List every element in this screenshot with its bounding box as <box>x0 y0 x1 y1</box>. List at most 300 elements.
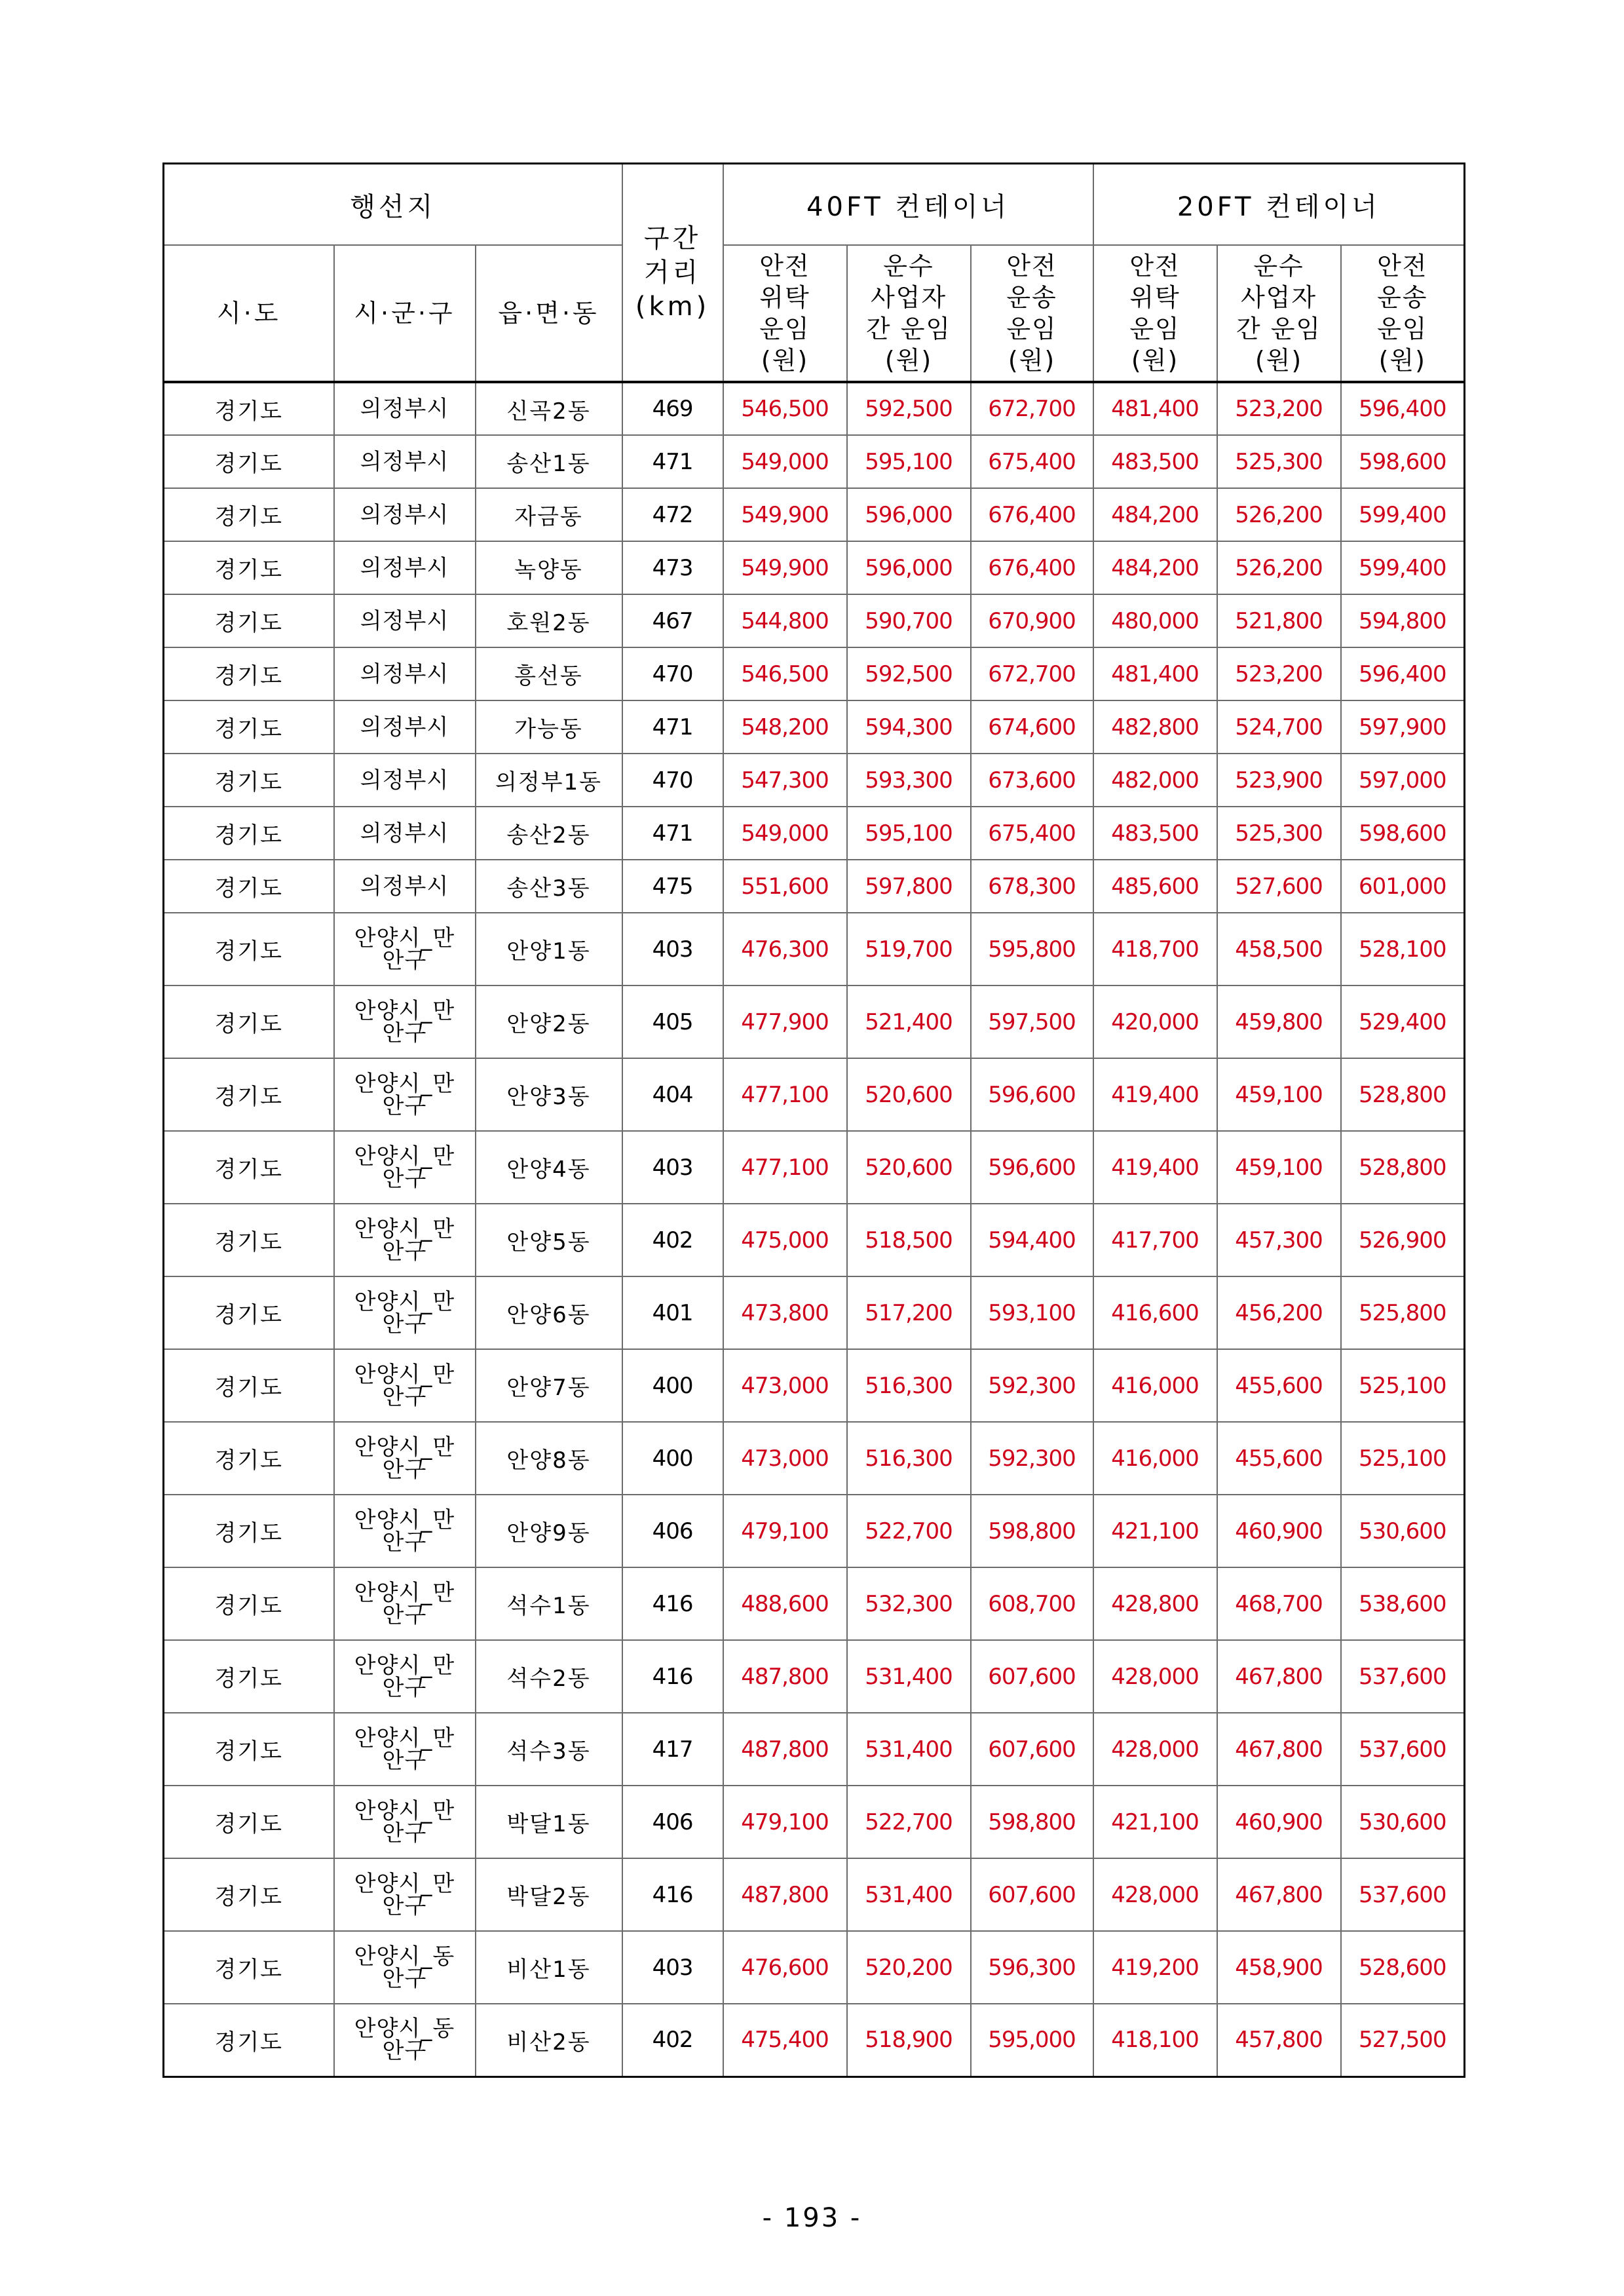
cell-40ft-safe-consign: 549,900 <box>723 488 847 541</box>
cell-20ft-between-carriers: 458,500 <box>1217 913 1341 985</box>
cell-40ft-safe-transport: 594,400 <box>971 1204 1093 1276</box>
header-20ft-safe-consign: 안전 위탁 운임 (원) <box>1093 245 1217 382</box>
cell-20ft-between-carriers: 460,900 <box>1217 1786 1341 1858</box>
city-name-line: 안구 <box>382 1747 427 1774</box>
cell-40ft-between-carriers: 522,700 <box>847 1495 971 1567</box>
cell-province: 경기도 <box>164 1349 334 1422</box>
cell-40ft-safe-consign: 551,600 <box>723 860 847 913</box>
city-name-line: 안양시_만 <box>354 1652 455 1679</box>
cell-40ft-between-carriers: 516,300 <box>847 1422 971 1495</box>
city-name-line: 안양시_만 <box>354 1725 455 1751</box>
city-name-line: 안구 <box>382 1311 427 1337</box>
cell-20ft-safe-transport: 528,600 <box>1341 1931 1465 2004</box>
city-name-line: 안양시_만 <box>354 1506 455 1533</box>
cell-town: 안양9동 <box>476 1495 622 1567</box>
cell-20ft-safe-transport: 598,600 <box>1341 807 1465 860</box>
cell-40ft-safe-transport: 596,600 <box>971 1058 1093 1131</box>
city-name-line: 의정부시 <box>360 396 449 422</box>
cell-province: 경기도 <box>164 1931 334 2004</box>
cell-distance-km: 471 <box>622 807 723 860</box>
cell-distance-km: 400 <box>622 1349 723 1422</box>
cell-distance-km: 403 <box>622 913 723 985</box>
cell-40ft-safe-transport: 675,400 <box>971 807 1093 860</box>
cell-city <box>334 1204 476 1276</box>
cell-province: 경기도 <box>164 1204 334 1276</box>
table-row <box>164 1640 1465 1713</box>
cell-40ft-between-carriers: 531,400 <box>847 1713 971 1786</box>
table-row <box>164 1204 1465 1276</box>
cell-20ft-safe-transport: 537,600 <box>1341 1858 1465 1931</box>
cell-town: 송산2동 <box>476 807 622 860</box>
city-name-line: 안구 <box>382 1165 427 1192</box>
cell-20ft-safe-consign: 484,200 <box>1093 488 1217 541</box>
cell-province: 경기도 <box>164 700 334 754</box>
cell-40ft-between-carriers: 531,400 <box>847 1640 971 1713</box>
cell-town: 가능동 <box>476 700 622 754</box>
cell-20ft-between-carriers: 467,800 <box>1217 1858 1341 1931</box>
cell-20ft-safe-consign: 428,000 <box>1093 1640 1217 1713</box>
cell-20ft-safe-consign: 480,000 <box>1093 594 1217 647</box>
cell-40ft-safe-consign: 548,200 <box>723 700 847 754</box>
table-row <box>164 1931 1465 2004</box>
table-row <box>164 700 1465 754</box>
city-name-line: 의정부시 <box>360 714 449 740</box>
cell-20ft-safe-transport: 537,600 <box>1341 1713 1465 1786</box>
cell-city <box>334 1495 476 1567</box>
cell-city <box>334 594 476 647</box>
city-name-line: 안양시_만 <box>354 1215 455 1242</box>
cell-40ft-safe-transport: 675,400 <box>971 435 1093 488</box>
cell-40ft-between-carriers: 596,000 <box>847 541 971 594</box>
cell-20ft-between-carriers: 455,600 <box>1217 1422 1341 1495</box>
city-name-line: 의정부시 <box>360 448 449 475</box>
cell-20ft-safe-consign: 420,000 <box>1093 985 1217 1058</box>
cell-20ft-safe-transport: 528,800 <box>1341 1131 1465 1204</box>
cell-20ft-safe-transport: 530,600 <box>1341 1786 1465 1858</box>
cell-distance-km: 401 <box>622 1276 723 1349</box>
cell-40ft-between-carriers: 532,300 <box>847 1567 971 1640</box>
cell-40ft-safe-consign: 479,100 <box>723 1495 847 1567</box>
cell-province: 경기도 <box>164 913 334 985</box>
cell-20ft-safe-consign: 485,600 <box>1093 860 1217 913</box>
cell-20ft-between-carriers: 523,900 <box>1217 754 1341 807</box>
cell-40ft-safe-transport: 607,600 <box>971 1640 1093 1713</box>
table-row <box>164 1131 1465 1204</box>
cell-40ft-safe-transport: 676,400 <box>971 541 1093 594</box>
cell-40ft-safe-transport: 598,800 <box>971 1495 1093 1567</box>
cell-city <box>334 1422 476 1495</box>
cell-40ft-between-carriers: 519,700 <box>847 913 971 985</box>
cell-40ft-safe-consign: 476,300 <box>723 913 847 985</box>
cell-20ft-safe-transport: 525,800 <box>1341 1276 1465 1349</box>
city-name-line: 의정부시 <box>360 607 449 634</box>
city-name-line: 안구 <box>382 1383 427 1410</box>
cell-20ft-safe-transport: 529,400 <box>1341 985 1465 1058</box>
cell-40ft-between-carriers: 592,500 <box>847 382 971 435</box>
cell-city <box>334 382 476 435</box>
cell-20ft-safe-consign: 483,500 <box>1093 435 1217 488</box>
cell-town: 의정부1동 <box>476 754 622 807</box>
cell-town: 자금동 <box>476 488 622 541</box>
cell-distance-km: 404 <box>622 1058 723 1131</box>
header-destination: 행선지 <box>164 164 622 246</box>
cell-20ft-safe-consign: 481,400 <box>1093 647 1217 700</box>
city-name-line: 안양시_동 <box>354 1943 455 1970</box>
cell-town: 호원2동 <box>476 594 622 647</box>
cell-20ft-safe-transport: 526,900 <box>1341 1204 1465 1276</box>
cell-city <box>334 754 476 807</box>
cell-40ft-safe-transport: 676,400 <box>971 488 1093 541</box>
cell-20ft-between-carriers: 456,200 <box>1217 1276 1341 1349</box>
cell-20ft-safe-consign: 483,500 <box>1093 807 1217 860</box>
cell-20ft-safe-transport: 537,600 <box>1341 1640 1465 1713</box>
cell-province: 경기도 <box>164 594 334 647</box>
cell-city <box>334 541 476 594</box>
cell-province: 경기도 <box>164 1131 334 1204</box>
cell-20ft-safe-transport: 525,100 <box>1341 1349 1465 1422</box>
city-name-line: 안양시_만 <box>354 1579 455 1606</box>
cell-province: 경기도 <box>164 1058 334 1131</box>
cell-40ft-between-carriers: 518,900 <box>847 2004 971 2076</box>
header-city: 시·군·구 <box>334 245 476 382</box>
cell-20ft-safe-consign: 419,400 <box>1093 1058 1217 1131</box>
cell-20ft-safe-transport: 597,900 <box>1341 700 1465 754</box>
cell-20ft-between-carriers: 467,800 <box>1217 1640 1341 1713</box>
cell-40ft-safe-transport: 596,300 <box>971 1931 1093 2004</box>
header-20ft-between-carriers: 운수 사업자 간 운임 (원) <box>1217 245 1341 382</box>
cell-20ft-between-carriers: 525,300 <box>1217 435 1341 488</box>
cell-province: 경기도 <box>164 860 334 913</box>
city-name-line: 안양시_만 <box>354 1361 455 1388</box>
cell-40ft-safe-transport: 596,600 <box>971 1131 1093 1204</box>
cell-20ft-safe-consign: 481,400 <box>1093 382 1217 435</box>
cell-20ft-safe-consign: 421,100 <box>1093 1786 1217 1858</box>
cell-city <box>334 488 476 541</box>
cell-20ft-safe-transport: 538,600 <box>1341 1567 1465 1640</box>
cell-city <box>334 1786 476 1858</box>
page-number: - 193 - <box>762 2203 862 2233</box>
cell-province: 경기도 <box>164 1495 334 1567</box>
cell-city <box>334 1349 476 1422</box>
table-row <box>164 488 1465 541</box>
city-name-line: 안양시_만 <box>354 1870 455 1897</box>
cell-40ft-between-carriers: 590,700 <box>847 594 971 647</box>
cell-40ft-safe-transport: 607,600 <box>971 1858 1093 1931</box>
cell-20ft-safe-consign: 428,000 <box>1093 1858 1217 1931</box>
cell-province: 경기도 <box>164 541 334 594</box>
cell-40ft-safe-consign: 549,000 <box>723 807 847 860</box>
table-row <box>164 435 1465 488</box>
cell-20ft-safe-transport: 594,800 <box>1341 594 1465 647</box>
cell-province: 경기도 <box>164 2004 334 2076</box>
cell-40ft-safe-consign: 475,000 <box>723 1204 847 1276</box>
cell-province: 경기도 <box>164 1567 334 1640</box>
cell-20ft-between-carriers: 459,800 <box>1217 985 1341 1058</box>
table-row <box>164 2004 1465 2076</box>
header-40ft-between-carriers: 운수 사업자 간 운임 (원) <box>847 245 971 382</box>
cell-distance-km: 402 <box>622 2004 723 2076</box>
cell-province: 경기도 <box>164 1786 334 1858</box>
cell-40ft-between-carriers: 522,700 <box>847 1786 971 1858</box>
cell-20ft-between-carriers: 459,100 <box>1217 1131 1341 1204</box>
table-row <box>164 541 1465 594</box>
cell-city <box>334 1713 476 1786</box>
city-name-line: 안구 <box>382 1820 427 1846</box>
table-row <box>164 1713 1465 1786</box>
cell-40ft-between-carriers: 518,500 <box>847 1204 971 1276</box>
city-name-line: 안구 <box>382 1601 427 1628</box>
cell-town: 안양1동 <box>476 913 622 985</box>
cell-20ft-between-carriers: 467,800 <box>1217 1713 1341 1786</box>
cell-20ft-between-carriers: 458,900 <box>1217 1931 1341 2004</box>
cell-40ft-safe-transport: 592,300 <box>971 1422 1093 1495</box>
cell-town: 안양4동 <box>476 1131 622 1204</box>
cell-town: 송산1동 <box>476 435 622 488</box>
table-row <box>164 1422 1465 1495</box>
table-row <box>164 913 1465 985</box>
cell-40ft-safe-consign: 547,300 <box>723 754 847 807</box>
cell-distance-km: 469 <box>622 382 723 435</box>
cell-town: 안양2동 <box>476 985 622 1058</box>
cell-20ft-safe-transport: 596,400 <box>1341 647 1465 700</box>
cell-province: 경기도 <box>164 1858 334 1931</box>
cell-20ft-between-carriers: 526,200 <box>1217 488 1341 541</box>
cell-city <box>334 985 476 1058</box>
table-row <box>164 647 1465 700</box>
cell-40ft-safe-consign: 546,500 <box>723 647 847 700</box>
cell-20ft-safe-transport: 599,400 <box>1341 488 1465 541</box>
city-name-line: 안양시_만 <box>354 1288 455 1315</box>
cell-40ft-between-carriers: 520,600 <box>847 1058 971 1131</box>
city-name-line: 의정부시 <box>360 660 449 687</box>
cell-province: 경기도 <box>164 647 334 700</box>
cell-20ft-safe-transport: 527,500 <box>1341 2004 1465 2076</box>
cell-20ft-between-carriers: 521,800 <box>1217 594 1341 647</box>
cell-town: 녹양동 <box>476 541 622 594</box>
cell-20ft-between-carriers: 524,700 <box>1217 700 1341 754</box>
cell-20ft-between-carriers: 460,900 <box>1217 1495 1341 1567</box>
city-name-line: 안구 <box>382 1238 427 1265</box>
table-row <box>164 1858 1465 1931</box>
cell-20ft-safe-consign: 416,000 <box>1093 1349 1217 1422</box>
cell-20ft-safe-transport: 530,600 <box>1341 1495 1465 1567</box>
table-body <box>164 382 1465 2076</box>
cell-40ft-safe-consign: 549,900 <box>723 541 847 594</box>
cell-20ft-safe-consign: 416,600 <box>1093 1276 1217 1349</box>
cell-distance-km: 475 <box>622 860 723 913</box>
table-row <box>164 807 1465 860</box>
cell-20ft-safe-transport: 597,000 <box>1341 754 1465 807</box>
cell-40ft-safe-consign: 487,800 <box>723 1858 847 1931</box>
cell-40ft-safe-consign: 477,100 <box>723 1131 847 1204</box>
cell-40ft-safe-transport: 674,600 <box>971 700 1093 754</box>
cell-40ft-safe-transport: 608,700 <box>971 1567 1093 1640</box>
header-town: 읍·면·동 <box>476 245 622 382</box>
cell-40ft-between-carriers: 516,300 <box>847 1349 971 1422</box>
cell-city <box>334 700 476 754</box>
city-name-line: 안구 <box>382 1456 427 1483</box>
cell-20ft-safe-consign: 421,100 <box>1093 1495 1217 1567</box>
city-name-line: 의정부시 <box>360 767 449 794</box>
cell-town: 박달1동 <box>476 1786 622 1858</box>
city-name-line: 안구 <box>382 1674 427 1701</box>
cell-20ft-safe-consign: 428,800 <box>1093 1567 1217 1640</box>
cell-town: 석수3동 <box>476 1713 622 1786</box>
cell-20ft-between-carriers: 459,100 <box>1217 1058 1341 1131</box>
cell-20ft-safe-consign: 484,200 <box>1093 541 1217 594</box>
table-row <box>164 860 1465 913</box>
cell-20ft-safe-consign: 482,000 <box>1093 754 1217 807</box>
cell-40ft-safe-consign: 487,800 <box>723 1640 847 1713</box>
header-40ft-container: 40FT 컨테이너 <box>723 164 1093 246</box>
cell-distance-km: 473 <box>622 541 723 594</box>
city-name-line: 의정부시 <box>360 554 449 581</box>
cell-40ft-between-carriers: 597,800 <box>847 860 971 913</box>
header-20ft-safe-transport: 안전 운송 운임 (원) <box>1341 245 1465 382</box>
header-20ft-container: 20FT 컨테이너 <box>1093 164 1465 246</box>
cell-40ft-safe-transport: 672,700 <box>971 382 1093 435</box>
cell-20ft-between-carriers: 523,200 <box>1217 382 1341 435</box>
cell-20ft-safe-consign: 416,000 <box>1093 1422 1217 1495</box>
cell-40ft-between-carriers: 521,400 <box>847 985 971 1058</box>
city-name-line: 의정부시 <box>360 501 449 528</box>
cell-town: 흥선동 <box>476 647 622 700</box>
cell-40ft-safe-transport: 598,800 <box>971 1786 1093 1858</box>
cell-40ft-between-carriers: 596,000 <box>847 488 971 541</box>
table-row <box>164 382 1465 435</box>
city-name-line: 안구 <box>382 1965 427 1992</box>
header-distance: 구간 거리 (km) <box>622 164 723 383</box>
cell-40ft-between-carriers: 595,100 <box>847 435 971 488</box>
table-row <box>164 1786 1465 1858</box>
cell-20ft-safe-consign: 428,000 <box>1093 1713 1217 1786</box>
cell-city <box>334 1058 476 1131</box>
cell-40ft-safe-consign: 549,000 <box>723 435 847 488</box>
cell-distance-km: 467 <box>622 594 723 647</box>
cell-town: 석수1동 <box>476 1567 622 1640</box>
cell-distance-km: 406 <box>622 1495 723 1567</box>
cell-40ft-safe-consign: 488,600 <box>723 1567 847 1640</box>
cell-40ft-safe-transport: 678,300 <box>971 860 1093 913</box>
table-row <box>164 1349 1465 1422</box>
header-40ft-safe-consign: 안전 위탁 운임 (원) <box>723 245 847 382</box>
cell-20ft-between-carriers: 455,600 <box>1217 1349 1341 1422</box>
cell-city <box>334 435 476 488</box>
cell-20ft-safe-consign: 417,700 <box>1093 1204 1217 1276</box>
cell-40ft-between-carriers: 593,300 <box>847 754 971 807</box>
cell-20ft-between-carriers: 525,300 <box>1217 807 1341 860</box>
city-name-line: 안구 <box>382 1529 427 1556</box>
cell-town: 안양5동 <box>476 1204 622 1276</box>
table-row <box>164 1058 1465 1131</box>
cell-distance-km: 403 <box>622 1931 723 2004</box>
city-name-line: 안양시_만 <box>354 997 455 1024</box>
cell-40ft-between-carriers: 592,500 <box>847 647 971 700</box>
cell-town: 안양3동 <box>476 1058 622 1131</box>
cell-40ft-safe-consign: 546,500 <box>723 382 847 435</box>
cell-40ft-between-carriers: 520,600 <box>847 1131 971 1204</box>
cell-40ft-safe-transport: 670,900 <box>971 594 1093 647</box>
header-40ft-safe-transport: 안전 운송 운임 (원) <box>971 245 1093 382</box>
cell-town: 신곡2동 <box>476 382 622 435</box>
cell-40ft-safe-consign: 473,000 <box>723 1349 847 1422</box>
cell-20ft-safe-consign: 482,800 <box>1093 700 1217 754</box>
table-row <box>164 754 1465 807</box>
cell-province: 경기도 <box>164 435 334 488</box>
cell-40ft-safe-transport: 595,000 <box>971 2004 1093 2076</box>
cell-distance-km: 471 <box>622 435 723 488</box>
cell-province: 경기도 <box>164 1640 334 1713</box>
cell-province: 경기도 <box>164 488 334 541</box>
cell-20ft-safe-transport: 525,100 <box>1341 1422 1465 1495</box>
city-name-line: 안양시_만 <box>354 1434 455 1461</box>
cell-distance-km: 403 <box>622 1131 723 1204</box>
cell-40ft-safe-consign: 544,800 <box>723 594 847 647</box>
cell-town: 박달2동 <box>476 1858 622 1931</box>
cell-province: 경기도 <box>164 754 334 807</box>
cell-distance-km: 405 <box>622 985 723 1058</box>
freight-rate-table <box>162 163 1465 2078</box>
cell-20ft-safe-consign: 419,200 <box>1093 1931 1217 2004</box>
cell-city <box>334 1131 476 1204</box>
cell-40ft-safe-consign: 473,000 <box>723 1422 847 1495</box>
cell-town: 비산2동 <box>476 2004 622 2076</box>
city-name-line: 안구 <box>382 2038 427 2065</box>
cell-40ft-safe-transport: 672,700 <box>971 647 1093 700</box>
city-name-line: 안양시_만 <box>354 1143 455 1170</box>
cell-city <box>334 807 476 860</box>
cell-town: 안양8동 <box>476 1422 622 1495</box>
cell-20ft-between-carriers: 468,700 <box>1217 1567 1341 1640</box>
cell-province: 경기도 <box>164 1276 334 1349</box>
cell-city <box>334 1567 476 1640</box>
cell-40ft-safe-transport: 592,300 <box>971 1349 1093 1422</box>
table-row <box>164 985 1465 1058</box>
cell-province: 경기도 <box>164 1422 334 1495</box>
cell-20ft-safe-transport: 596,400 <box>1341 382 1465 435</box>
cell-town: 비산1동 <box>476 1931 622 2004</box>
city-name-line: 안양시_동 <box>354 2016 455 2042</box>
cell-distance-km: 470 <box>622 754 723 807</box>
city-name-line: 의정부시 <box>360 820 449 847</box>
cell-20ft-between-carriers: 527,600 <box>1217 860 1341 913</box>
cell-province: 경기도 <box>164 1713 334 1786</box>
city-name-line: 안구 <box>382 1892 427 1919</box>
city-name-line: 안구 <box>382 947 427 974</box>
cell-city <box>334 913 476 985</box>
cell-distance-km: 471 <box>622 700 723 754</box>
cell-city <box>334 647 476 700</box>
cell-20ft-between-carriers: 523,200 <box>1217 647 1341 700</box>
cell-20ft-safe-transport: 598,600 <box>1341 435 1465 488</box>
cell-20ft-safe-consign: 419,400 <box>1093 1131 1217 1204</box>
cell-40ft-safe-transport: 607,600 <box>971 1713 1093 1786</box>
city-name-line: 안구 <box>382 1092 427 1119</box>
cell-40ft-safe-transport: 673,600 <box>971 754 1093 807</box>
cell-40ft-safe-consign: 476,600 <box>723 1931 847 2004</box>
cell-40ft-safe-consign: 487,800 <box>723 1713 847 1786</box>
cell-20ft-between-carriers: 457,300 <box>1217 1204 1341 1276</box>
cell-40ft-between-carriers: 594,300 <box>847 700 971 754</box>
cell-40ft-safe-consign: 477,900 <box>723 985 847 1058</box>
cell-city <box>334 860 476 913</box>
cell-20ft-between-carriers: 457,800 <box>1217 2004 1341 2076</box>
cell-distance-km: 406 <box>622 1786 723 1858</box>
cell-city <box>334 1640 476 1713</box>
table-row <box>164 1567 1465 1640</box>
cell-city <box>334 1276 476 1349</box>
city-name-line: 안구 <box>382 1020 427 1046</box>
